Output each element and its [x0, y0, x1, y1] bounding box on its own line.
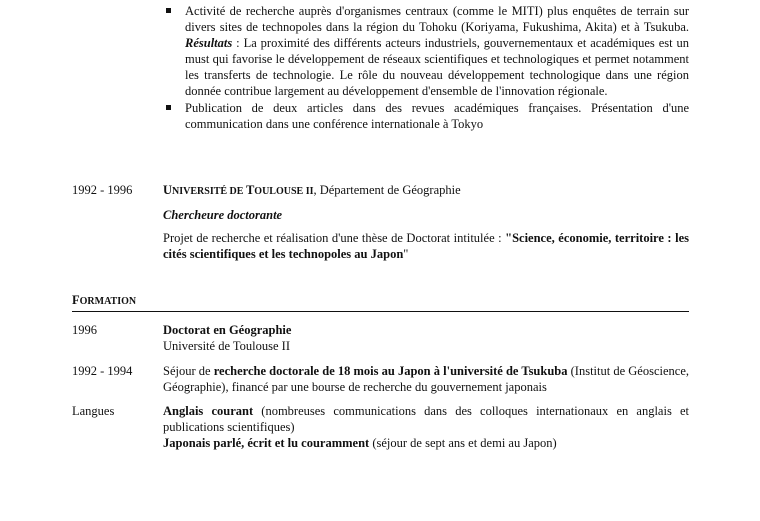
japonais-detail: (séjour de sept ans et demi au Japon)	[369, 436, 557, 450]
bullet-item-publication	[163, 100, 689, 132]
formation-date-sejour: 1992 - 1994	[72, 364, 133, 378]
formation-body-sejour	[163, 363, 689, 395]
japonais-level: Japonais parlé, écrit et lu couramment	[163, 436, 370, 450]
anglais-detail: (nombreuses communications dans des colloques internationaux en anglais et publications scientifiques)	[163, 404, 690, 434]
doctorat-university: Université de Toulouse II	[163, 339, 290, 353]
formation-body-langues	[163, 403, 689, 451]
thesis-intro: Projet de recherche et réalisation d'une thèse de Doctorat intitulée :	[163, 231, 506, 245]
org-letter-u: U	[163, 183, 173, 197]
langue-japonais	[163, 435, 689, 451]
experience-role: Chercheure doctorante	[163, 208, 283, 222]
experience-organisation	[163, 182, 689, 200]
bullet-results-text: : La proximité des différents acteurs industriels, gouvernementaux et académiques est un must qui favorise le développement de réseaux scientifiques et technologiques et permet notamment les transferts de technologie. Le rôle du nouveau développement technologique dans une région donnée contribue largement au développement d'ensemble de l'innovation régionale.	[185, 36, 689, 98]
org-department: , Département de Géographie	[313, 183, 461, 197]
sejour-highlight: recherche doctorale de 18 mois au Japon à l'université de Tsukuba	[213, 364, 568, 378]
formation-heading-first: F	[72, 293, 80, 307]
experience-description	[163, 230, 689, 262]
org-text-1: NIVERSITÉ DE	[172, 186, 246, 197]
anglais-level: Anglais courant	[163, 404, 254, 418]
bullet-item-research	[163, 3, 689, 99]
experience-body	[163, 182, 689, 262]
doctorat-title: Doctorat en Géographie	[163, 323, 292, 337]
formation-date-doctorat: 1996	[72, 323, 97, 337]
bullet-research-lead: Activité de recherche auprès d'organismes centraux (comme le MITI) plus enquêtes de terrain sur divers sites de technopoles dans la région du Tohoku (Koriyama, Fukushima, Akita) et à Tsukuba.	[185, 4, 689, 34]
formation-heading	[72, 292, 689, 312]
formation-label-langues: Langues	[72, 404, 115, 418]
formation-heading-rest: ORMATION	[79, 296, 137, 307]
activity-bullet-list	[163, 3, 689, 133]
experience-date: 1992 - 1996	[72, 183, 133, 197]
org-letter-t: T	[245, 183, 255, 197]
thesis-quote-end: "	[403, 247, 409, 261]
org-text-2: OULOUSE II	[254, 186, 314, 197]
bullet-publication-text: Publication de deux articles dans des revues académiques françaises. Présentation d'une communication dans une conférence internationale à Tokyo	[185, 101, 689, 131]
langue-anglais	[163, 403, 689, 435]
bullet-results-label: Résultats	[185, 36, 233, 50]
thesis-title: "Science, économie, territoire : les cités scientifiques et les technopoles au Japon	[163, 231, 689, 261]
formation-body-doctorat	[163, 322, 689, 354]
sejour-post: (Institut de Géoscience, Géographie), financé par une bourse de recherche du gouvernement japonais	[163, 364, 690, 394]
sejour-pre: Séjour de	[163, 364, 214, 378]
